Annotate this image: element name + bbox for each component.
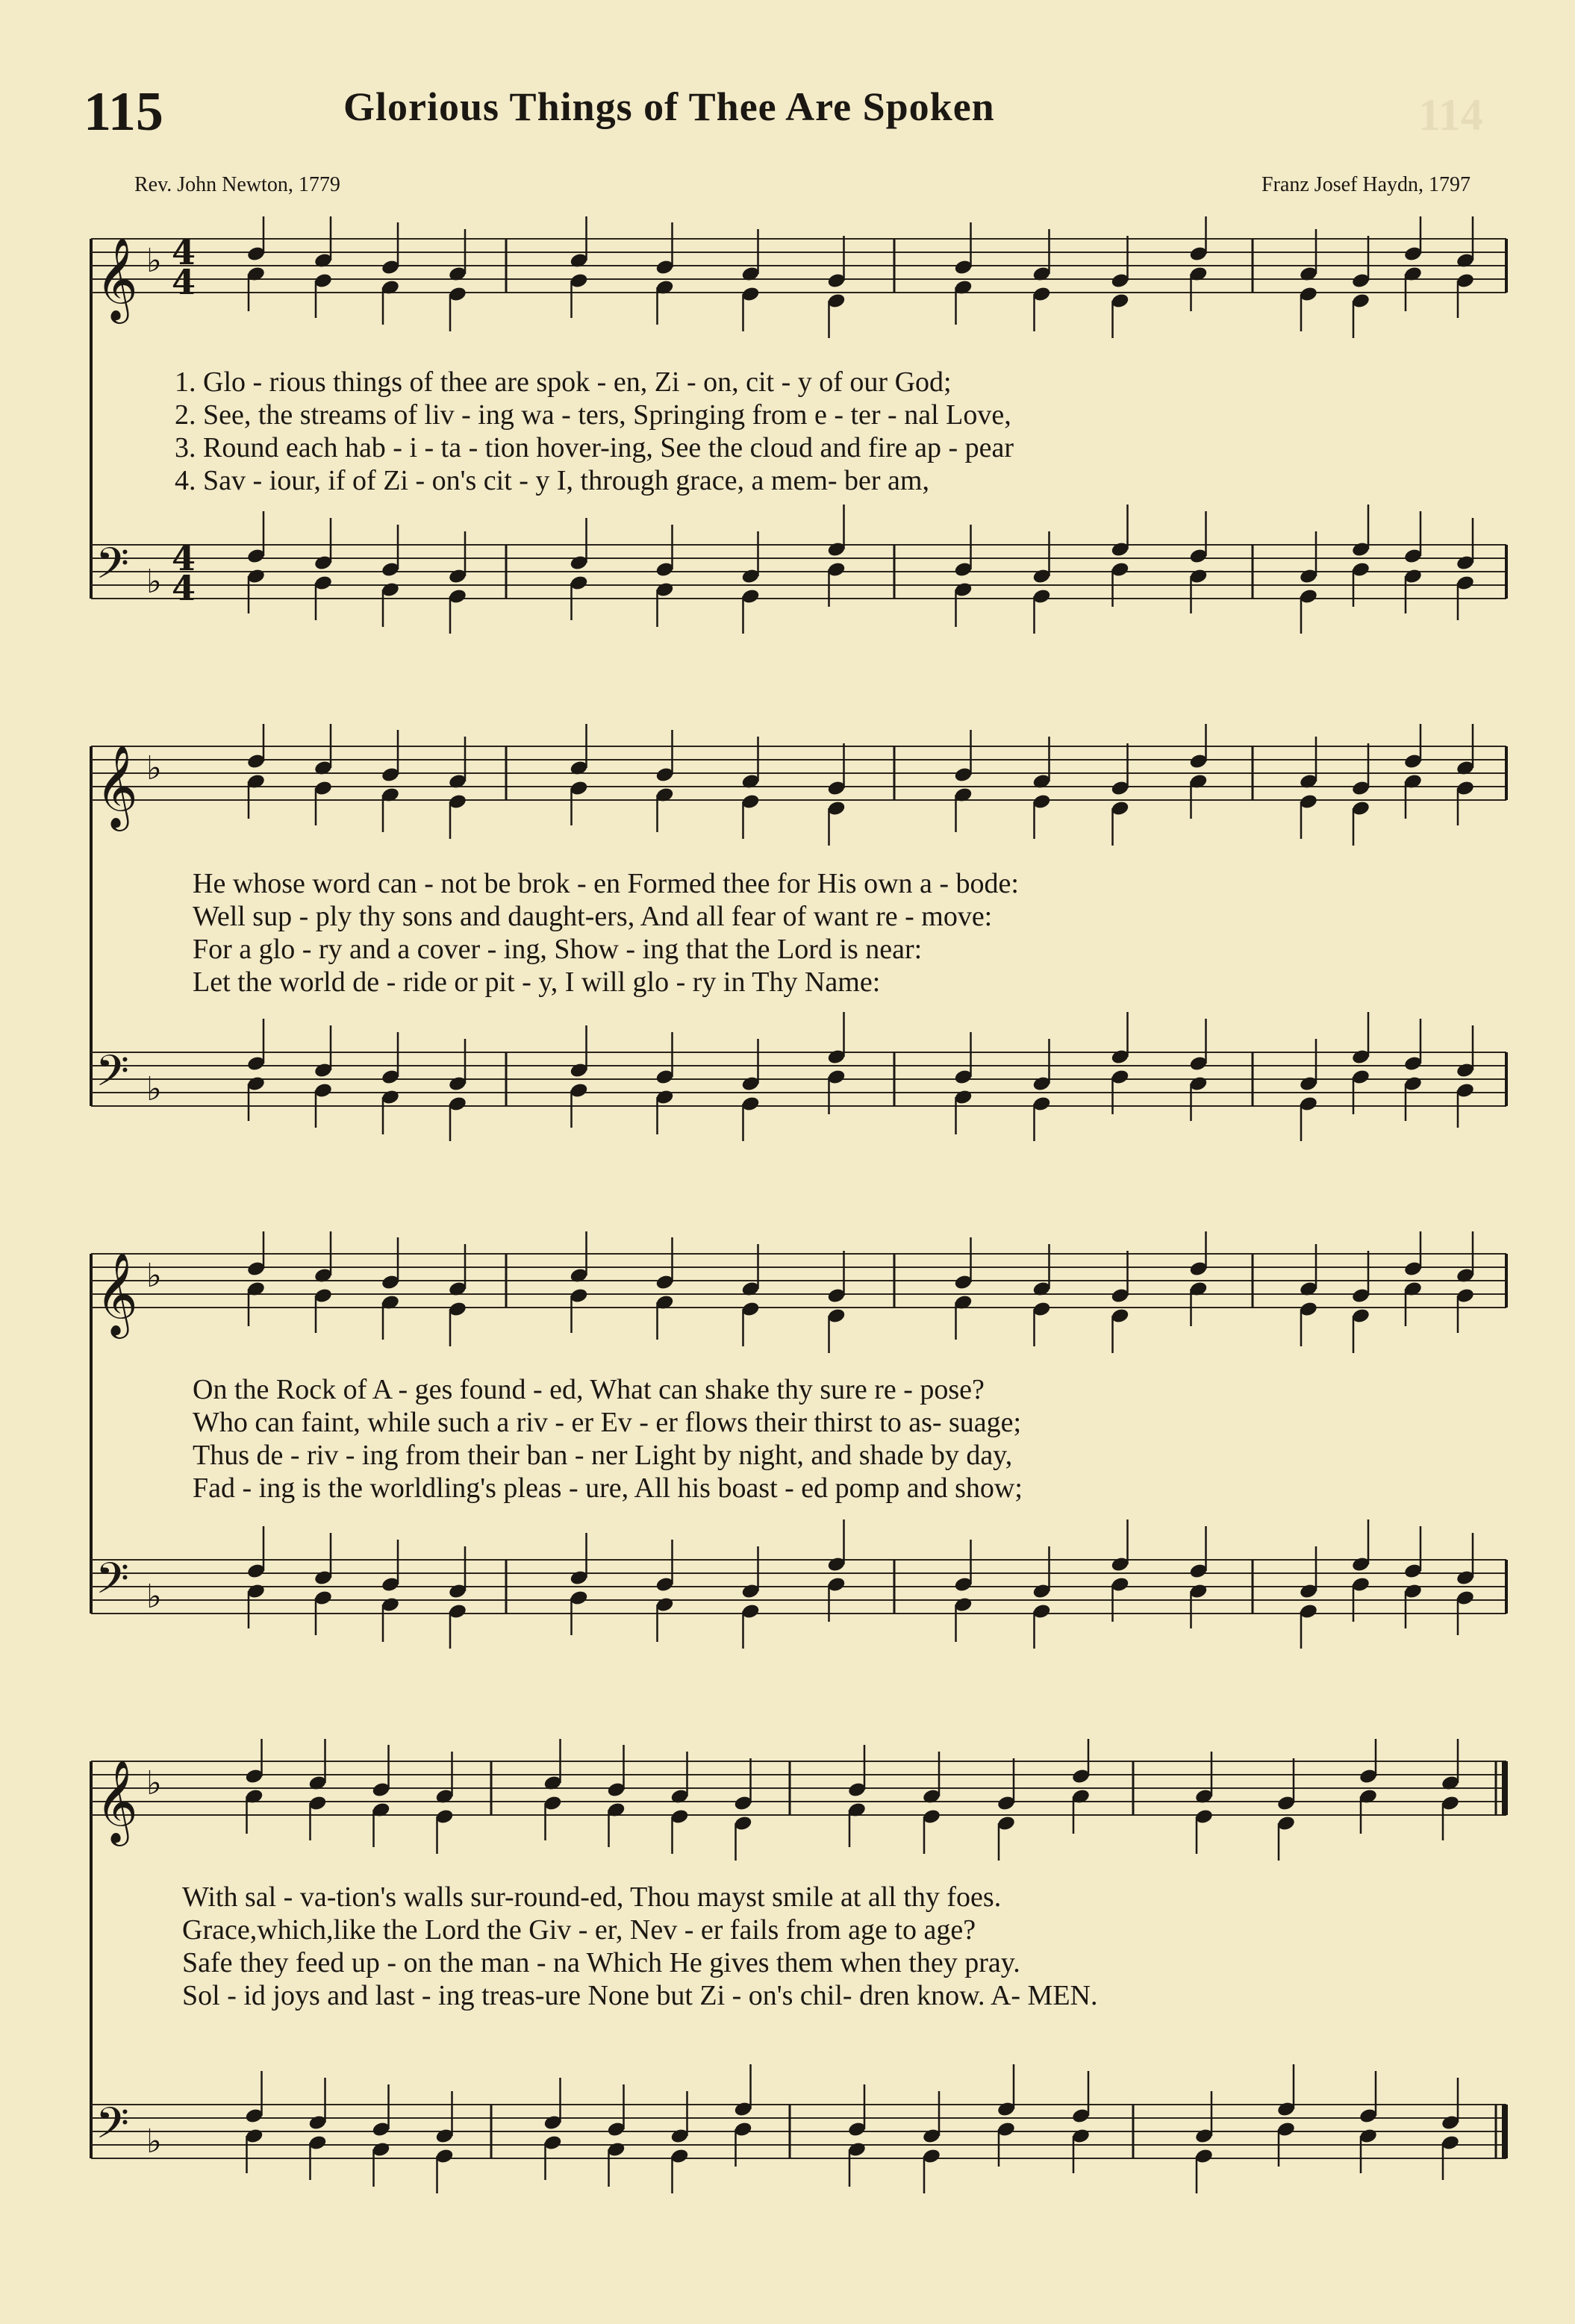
flat-icon: ♭ [146,749,162,787]
lyric-line: He whose word can - not be brok - en Formed thee for His own a - bode: [193,868,1019,899]
music-system-2 [88,724,1521,1157]
lyric-line: 4. Sav - iour, if of Zi - on's cit - y I, through grace, a mem- ber am, [175,465,929,496]
bass-clef-icon: 𝄢 [96,1046,130,1107]
hymn-title: Glorious Things of Thee Are Spoken [343,84,995,129]
flat-icon: ♭ [146,1257,162,1295]
lyric-line: Sol - id joys and last - ing treas-ure None but Zi - on's chil- dren know. A- MEN. [182,1980,1098,2011]
treble-clef-icon: 𝄞 [96,1759,138,1843]
lyric-line: Fad - ing is the worldling's pleas - ure, All his boast - ed pomp and show; [193,1472,1023,1504]
treble-clef-icon: 𝄞 [96,237,138,320]
lyric-line: With sal - va-tion's walls sur-round-ed, Thou mayst smile at all thy foes. [182,1881,1002,1913]
treble-clef-icon: 𝄞 [96,744,138,828]
lyric-line: On the Rock of A - ges found - ed, What can shake thy sure re - pose? [193,1374,985,1405]
flat-icon: ♭ [146,2122,162,2161]
music-system-3 [88,1231,1521,1664]
time-signature-top: 4 [172,232,196,272]
hymn-number: 115 [84,81,163,143]
final-barline [1502,1761,1508,1815]
lyric-line: Safe they feed up - on the man - na Which He gives them when they pray. [182,1947,1020,1978]
lyric-line: 3. Round each hab - i - ta - tion hover-ing, See the cloud and fire ap - pear [175,432,1014,463]
bass-clef-icon: 𝄢 [96,1553,130,1614]
lyric-line: Who can faint, while such a riv - er Ev - er flows their thirst to as- suage; [193,1407,1022,1438]
flat-icon: ♭ [146,242,162,280]
lyric-line: Thus de - riv - ing from their ban - ner Light by night, and shade by day, [193,1440,1013,1471]
words-credit: Rev. John Newton, 1779 [134,173,340,196]
bass-clef-icon: 𝄢 [96,538,130,599]
lyric-line: Grace,which,like the Lord the Giv - er, Nev - er fails from age to age? [182,1914,976,1946]
flat-icon: ♭ [146,1764,162,1802]
final-barline [1502,2105,1508,2158]
lyric-line: Well sup - ply thy sons and daught-ers, And all fear of want re - move: [193,901,993,932]
treble-clef-icon: 𝄞 [96,1252,138,1335]
lyric-line: For a glo - ry and a cover - ing, Show - ing that the Lord is near: [193,934,923,965]
flat-icon: ♭ [146,1578,162,1616]
bass-clef-icon: 𝄢 [96,2098,130,2159]
lyric-line: 2. See, the streams of liv - ing wa - ters, Springing from e - ter - nal Love, [175,399,1011,431]
music-credit: Franz Josef Haydn, 1797 [1261,173,1470,196]
flat-icon: ♭ [146,563,162,601]
time-signature-top: 4 [172,538,196,578]
music-system-4 [88,1739,1521,2202]
lyric-line: 1. Glo - rious things of thee are spok - en, Zi - on, cit - y of our God; [175,366,952,398]
lyric-line: Let the world de - ride or pit - y, I will glo - ry in Thy Name: [193,966,881,998]
music-system-1 [88,216,1521,649]
time-signature-bottom: 4 [172,262,196,302]
time-signature-bottom: 4 [172,568,196,608]
bleed-through-number: 114 [1418,90,1483,140]
flat-icon: ♭ [146,1070,162,1108]
